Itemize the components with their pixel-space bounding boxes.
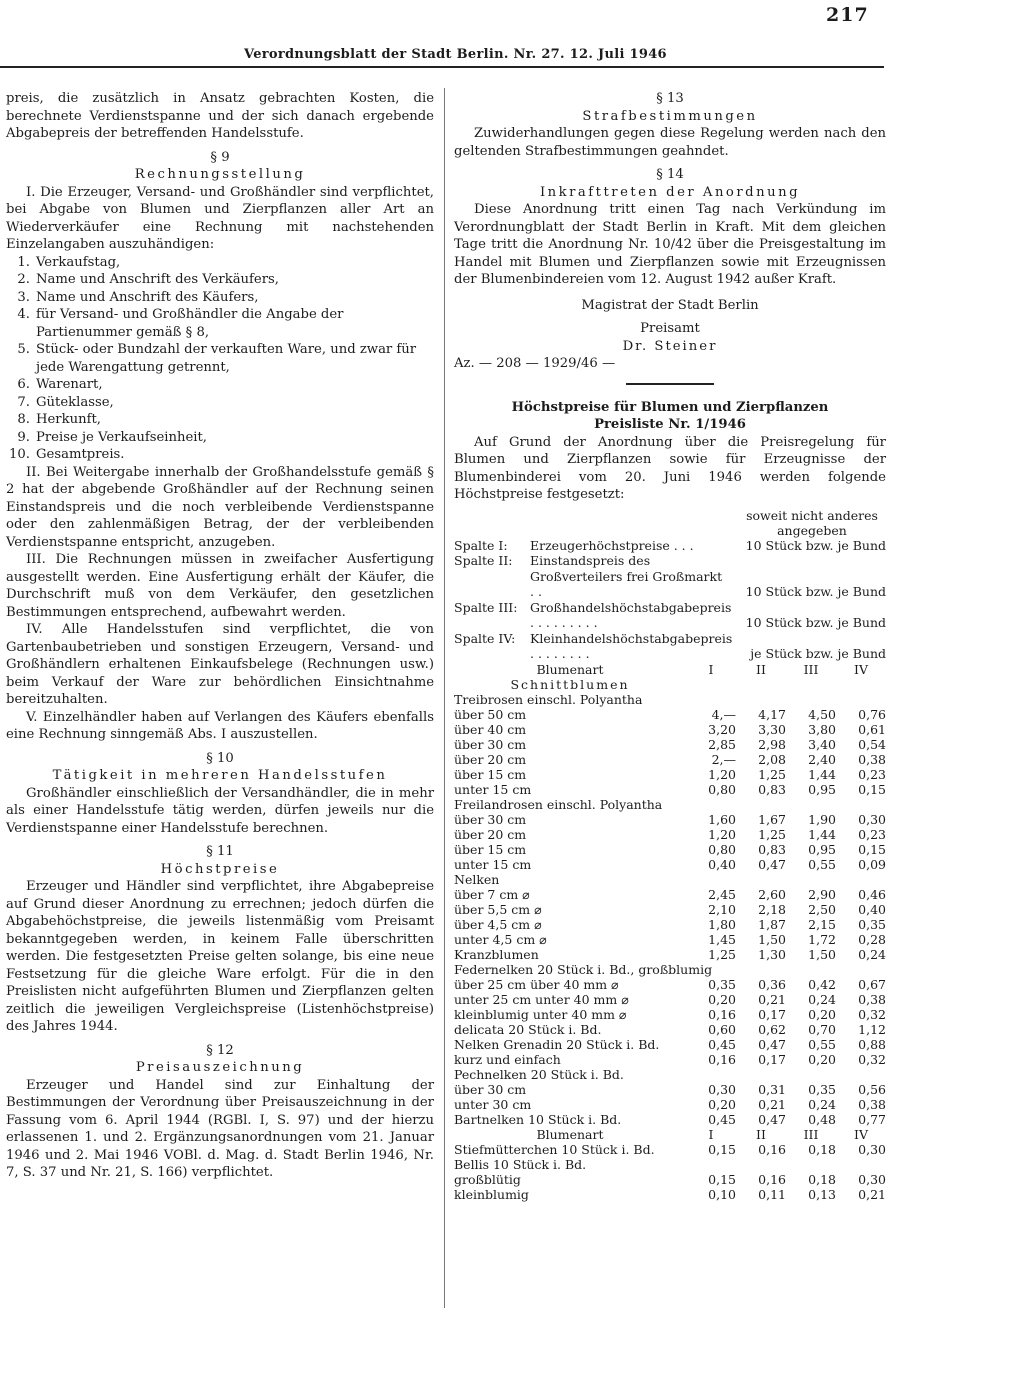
price-cell: 0,11 [758,1186,786,1202]
row-label: über 50 cm [454,706,527,722]
price-cell: 0,20 [708,991,736,1007]
spalte-label: Spalte II: [454,553,513,568]
price-list-title: Höchstpreise für Blumen und Zierpflanzen [511,399,829,415]
price-cell: 0,77 [858,1111,886,1127]
table-row [454,737,886,752]
spalte-label: Spalte IV: [454,630,516,646]
price-cell: 0,38 [858,751,886,767]
list-item: 7. Güteklasse, [17,394,114,410]
table-row [454,992,886,1007]
price-cell: 1,20 [708,766,736,782]
row-label: delicata 20 Stück i. Bd. [454,1021,602,1037]
price-cell: 0,21 [858,1186,886,1202]
category-row [454,1037,886,1052]
page-number: 217 [826,4,869,26]
column-divider [444,88,445,1308]
row-label: unter 15 cm [454,856,532,872]
price-cell: 0,47 [758,1036,786,1052]
row-label: über 30 cm [454,1081,527,1097]
list-item: 5. Stück- oder Bundzahl der verkauften Ware, und zwar für jede Warengattung getrennt, [17,342,417,375]
section-9-para-1: I. Die Erzeuger, Versand- und Großhändler sind verpflichtet, bei Abgabe von Blumen und Zierpflanzen aller Art an Wiederverkäufer eine Rechnung mit nachstehenden Einzelangaben auszuhändigen: [6,184,434,252]
price-cell: 0,32 [858,1051,886,1067]
price-cell: 0,17 [758,1051,786,1067]
price-cell: 0,95 [808,841,836,857]
price-cell: 0,13 [808,1186,836,1202]
section-13-title: Strafbestimmungen [582,108,758,124]
price-cell: 3,30 [758,721,786,737]
price-cell: 0,80 [708,841,736,857]
section-9-para-3: III. Die Rechnungen müssen in zweifacher Ausfertigung ausgestellt werden. Eine Ausfertigung erhält der Käufer, die Durchschrift muß von dem Verkäufer, den gesetzlichen Bestimmungen entsprechend, aufbewahrt werden. [6,552,434,620]
spalte-text: Großhandelshöchstabgabepreis . . . . . . . . . [530,599,732,630]
price-cell: 0,17 [758,1006,786,1022]
list-item: 2. Name und Anschrift des Verkäufers, [17,272,280,287]
price-cell: 0,61 [858,721,886,737]
price-cell: 0,15 [858,841,886,857]
price-cell: 1,60 [708,811,736,827]
price-cell: 4,50 [808,706,836,722]
price-cell: 0,30 [858,1171,886,1187]
price-cell: 0,60 [708,1021,736,1037]
row-label: unter 30 cm [454,1096,532,1112]
price-cell: 0,15 [858,781,886,797]
list-item: 9. Preise je Verkaufseinheit, [17,429,207,445]
row-label: über 20 cm [454,826,527,842]
price-cell: 0,24 [808,991,836,1007]
price-cell: 0,47 [758,1111,786,1127]
price-cell: 1,44 [808,766,836,782]
price-cell: 0,83 [758,781,786,797]
row-label: über 25 cm über 40 mm ⌀ [454,976,619,992]
price-cell: 0,62 [758,1021,786,1037]
table-row [454,767,886,782]
table-row [454,1172,886,1187]
section-9-para-5: V. Einzelhändler haben auf Verlangen des Käufers ebenfalls eine Rechnung sinngemäß Abs. I auszustellen. [6,709,434,742]
price-cell: 1,25 [758,826,786,842]
signature-dept: Preisamt [640,321,700,336]
category-title: Bartnelken 10 Stück i. Bd. [454,1111,622,1127]
column-header: IV [854,661,868,677]
price-cell: 0,20 [808,1051,836,1067]
price-cell: 0,35 [858,916,886,932]
spalte-unit: 10 Stück bzw. je Bund [745,584,886,599]
section-9-para-4: IV. Alle Handelsstufen sind verpflichtet, die von Gartenbaubetrieben und sonstigen Erzeugern, Versand- und Großhändlern erhaltenen Einkaufsbelege (Rechnungen usw.) beim Verkauf der Ware zur behördlichen Einsichtnahme bereitzuhalten. [6,622,434,707]
column-header-row [454,1127,886,1142]
price-cell: 1,25 [758,766,786,782]
table-row [454,1022,886,1037]
price-cell: 0,21 [758,1096,786,1112]
intro-paragraph: preis, die zusätzlich in Ansatz gebrachten Kosten, die berechnete Verdienstspanne und der sich danach ergebende Abgabepreis der betreffenden Handelsstufe. [6,91,434,141]
section-10-title: Tätigkeit in mehreren Handelsstufen [52,768,388,783]
price-cell: 0,38 [858,1096,886,1112]
price-cell: 0,18 [808,1141,836,1157]
category-row [454,962,886,977]
table-row [454,1097,886,1112]
row-label: über 15 cm [454,841,527,857]
column-header: II [756,661,766,677]
row-label: über 7 cm ⌀ [454,886,530,902]
category-title: Nelken [454,871,500,887]
price-cell: 2,50 [808,901,836,917]
table-row [454,857,886,872]
category-row [454,1157,886,1172]
price-cell: 0,35 [708,976,736,992]
price-cell: 2,08 [758,751,786,767]
price-cell: 0,67 [858,976,886,992]
spalten-legend [454,538,886,662]
spalte-label: Spalte III: [454,599,518,615]
price-cell: 2,98 [758,736,786,752]
spalte-unit: je Stück bzw. je Bund [750,646,886,661]
list-item: 6. Warenart, [17,377,103,392]
row-label: über 30 cm [454,736,527,752]
table-row [454,812,886,827]
category-title: Pechnelken 20 Stück i. Bd. [454,1066,624,1082]
signature-org: Magistrat der Stadt Berlin [581,297,759,313]
price-cell: 1,25 [708,946,736,962]
price-cell: 0,21 [758,991,786,1007]
separator-rule [626,383,714,385]
price-cell: 0,23 [858,826,886,842]
price-cell: 0,30 [708,1081,736,1097]
invoice-items-list [6,254,434,464]
price-cell: 0,20 [708,1096,736,1112]
table-row [454,752,886,767]
category-row [454,797,886,812]
row-label: Kranzblumen [454,946,539,962]
price-cell: 0,88 [858,1036,886,1052]
category-row [454,692,886,707]
price-cell: 0,42 [808,976,836,992]
column-header: I [708,661,714,677]
column-header: I [708,1126,714,1142]
group-title: Schnittblumen [510,676,630,692]
price-cell: 1,90 [808,811,836,827]
price-cell: 0,36 [758,976,786,992]
price-cell: 1,45 [708,931,736,947]
category-title: Freilandrosen einschl. Polyantha [454,796,663,812]
price-cell: 0,48 [808,1111,836,1127]
price-cell: 0,47 [758,856,786,872]
price-cell: 1,30 [758,946,786,962]
table-row [454,707,886,722]
price-cell: 1,80 [708,916,736,932]
price-list-subtitle: Preisliste Nr. 1/1946 [594,417,746,432]
group-row [454,677,886,692]
price-cell: 0,10 [708,1186,736,1202]
price-cell: 1,87 [758,916,786,932]
list-item: 3. Name und Anschrift des Käufers, [17,289,259,305]
price-cell: 0,30 [858,811,886,827]
category-row [454,1142,886,1157]
running-header: Verordnungsblatt der Stadt Berlin. Nr. 27. 12. Juli 1946 [244,47,667,62]
spalte-text: Erzeugerhöchstpreise . . . [530,537,694,553]
price-cell: 0,20 [808,1006,836,1022]
table-row [454,827,886,842]
row-label: über 5,5 cm ⌀ [454,901,542,917]
category-title: Treibrosen einschl. Polyantha [454,691,643,707]
row-label: kurz und einfach [454,1051,561,1067]
price-cell: 1,72 [808,931,836,947]
price-cell: 0,15 [708,1171,736,1187]
right-column [454,90,886,1202]
category-title: Nelken Grenadin 20 Stück i. Bd. [454,1036,660,1052]
row-label: kleinblumig unter 40 mm ⌀ [454,1006,627,1022]
section-12-number: § 12 [206,1042,234,1058]
price-cell: 0,24 [858,946,886,962]
price-cell: 4,17 [758,706,786,722]
section-14-title: Inkrafttreten der Anordnung [539,184,801,200]
category-title: Stiefmütterchen 10 Stück i. Bd. [454,1141,655,1157]
list-item: 10. Gesamtpreis. [9,447,125,462]
category-title: Bellis 10 Stück i. Bd. [454,1156,587,1172]
price-cell: 2,40 [808,751,836,767]
spalte-text: Kleinhandelshöchstabgabepreis . . . . . . . . [530,630,733,661]
price-cell: 0,70 [808,1021,836,1037]
price-cell: 2,— [711,751,736,767]
price-cell: 0,31 [758,1081,786,1097]
section-9-number: § 9 [210,149,230,165]
price-cell: 0,09 [858,856,886,872]
table-row [454,932,886,947]
section-10-para: Großhändler einschließlich der Versandhändler, die in mehr als einer Handelsstufe tätig werden, dürfen jeweils nur die Verdienstspanne einer Handelsstufe berechnen. [6,785,434,836]
spalte-text: Einstandspreis des Großverteilers frei Großmarkt . . [530,553,723,599]
price-cell: 0,16 [758,1141,786,1157]
price-cell: 1,50 [808,946,836,962]
price-cell: 0,16 [708,1051,736,1067]
row-label: über 20 cm [454,751,527,767]
price-cell: 2,90 [808,886,836,902]
section-9-title: Rechnungsstellung [134,167,306,182]
price-cell: 0,16 [758,1171,786,1187]
price-cell: 3,40 [808,736,836,752]
price-cell: 0,46 [858,886,886,902]
price-cell: 0,55 [808,1036,836,1052]
price-cell: 1,20 [708,826,736,842]
category-row [454,1067,886,1082]
list-item: 4. für Versand- und Großhändler die Angabe der Partienummer gemäß § 8, [17,307,344,340]
price-cell: 0,40 [858,901,886,917]
list-item: 1. Verkaufstag, [17,254,121,270]
price-cell: 0,28 [858,931,886,947]
table-row [454,1052,886,1067]
section-13-para: Zuwiderhandlungen gegen diese Regelung werden nach den geltenden Strafbestimmungen geahndet. [454,126,886,159]
table-row [454,947,886,962]
row-label: über 4,5 cm ⌀ [454,916,542,932]
price-cell: 2,60 [758,886,786,902]
table-row [454,902,886,917]
row-label: unter 25 cm unter 40 mm ⌀ [454,991,629,1007]
section-13-number: § 13 [656,91,684,106]
price-cell: 0,32 [858,1006,886,1022]
reference-number: Az. — 208 — 1929/46 — [454,356,616,371]
price-cell: 0,80 [708,781,736,797]
header-rule [0,66,884,68]
section-14-para: Diese Anordnung tritt einen Tag nach Verkündung im Verordnungblatt der Stadt Berlin in Kraft. Mit dem gleichen Tage tritt die Anordnung Nr. 10/42 über die Preisgestaltung im Handel mit Blumen und Zierpflanzen sowie mit Erzeugnissen der Blumenbindereien vom 12. August 1942 außer Kraft. [454,202,886,287]
section-11-para: Erzeuger und Händler sind verpflichtet, ihre Abgabepreise auf Grund dieser Anordnung zu errechnen; jedoch dürfen die Abgabehöchstpreise, die jeweils listenmäßig vom Preisamt bekanntgegeben werden, in keinem Falle überschritten werden. Die festgesetzten Preise gelten solange, bis eine neue Festsetzung für die gleiche Ware erfolgt. Für die in den Preislisten nicht aufgeführten Blumen und Zierpflanzen gelten zeitlich die jeweiligen Vergleichspreise (Listenhöchstpreise) des Jahres 1944. [6,879,434,1034]
price-cell: 1,67 [758,811,786,827]
spalte-label: Spalte I: [454,537,508,553]
row-label: unter 15 cm [454,781,532,797]
spalte-unit: 10 Stück bzw. je Bund [745,615,886,630]
section-12-title: Preisauszeichnung [135,1060,305,1075]
section-9-para-2: II. Bei Weitergabe innerhalb der Großhandelsstufe gemäß § 2 hat der abgebende Großhändler auf der Rechnung seinen Einstandspreis und die noch verbleibende Verdienstspanne oder den zahlenmäßigen Betrag, der der verbleibenden Verdienstspanne entspricht, anzugeben. [6,464,434,550]
table-row [454,842,886,857]
price-cell: 0,38 [858,991,886,1007]
row-label: über 40 cm [454,721,527,737]
table-row [454,1007,886,1022]
price-cell: 0,56 [858,1081,886,1097]
unit-note: soweit nicht anderes angegeben [746,507,878,538]
price-cell: 2,15 [808,916,836,932]
column-header: III [803,661,819,677]
price-cell: 2,10 [708,901,736,917]
price-cell: 0,35 [808,1081,836,1097]
section-11-title: Höchstpreise [160,861,280,877]
price-cell: 0,18 [808,1171,836,1187]
price-cell: 2,85 [708,736,736,752]
column-header: IV [854,1126,868,1142]
column-header-name: Blumenart [536,661,604,677]
price-list-intro: Auf Grund der Anordnung über die Preisregelung für Blumen und Zierpflanzen sowie für Erzeugnisse der Blumenbinderei vom 20. Juni 1946 werden folgende Höchstpreise festgesetzt: [454,434,886,502]
price-cell: 1,12 [858,1021,886,1037]
section-14-number: § 14 [656,167,684,182]
price-cell: 0,83 [758,841,786,857]
table-row [454,1187,886,1202]
signature-name: Dr. Steiner [622,338,718,354]
column-header: III [803,1126,819,1142]
category-row [454,1112,886,1127]
column-header-row [454,662,886,677]
price-cell: 3,20 [708,721,736,737]
price-cell: 0,23 [858,766,886,782]
spalte-unit: 10 Stück bzw. je Bund [745,537,886,553]
list-item: 8. Herkunft, [17,412,101,427]
row-label: unter 4,5 cm ⌀ [454,931,547,947]
price-cell: 0,55 [808,856,836,872]
price-table [454,662,886,1202]
table-row [454,917,886,932]
section-11-number: § 11 [206,844,234,859]
price-cell: 0,45 [708,1036,736,1052]
price-cell: 0,40 [708,856,736,872]
table-row [454,782,886,797]
price-cell: 3,80 [808,721,836,737]
price-cell: 2,45 [708,886,736,902]
section-10-number: § 10 [206,750,234,766]
price-cell: 0,54 [858,736,886,752]
price-cell: 1,50 [758,931,786,947]
row-label: über 30 cm [454,811,527,827]
price-cell: 0,76 [858,706,886,722]
table-row [454,887,886,902]
price-cell: 0,15 [708,1141,736,1157]
left-column [6,90,434,1182]
price-cell: 0,24 [808,1096,836,1112]
category-title: Federnelken 20 Stück i. Bd., großblumig [454,961,713,977]
price-cell: 0,30 [858,1141,886,1157]
section-12-para: Erzeuger und Handel sind zur Einhaltung der Bestimmungen der Verordnung über Preisauszeichnung in der Fassung vom 6. April 1944 (RGBl. I, S. 97) und der hierzu erlassenen 1. und 2. Ergänzungsanordnungen vom 21. Januar 1946 und 2. Mai 1946 VOBl. d. Mag. d. Stadt Berlin 1946, Nr. 7, S. 37 und Nr. 21, S. 166) verpflichtet. [6,1077,434,1180]
row-label: kleinblumig [454,1186,529,1202]
table-row [454,977,886,992]
price-cell: 0,45 [708,1111,736,1127]
column-header: II [756,1126,766,1142]
table-row [454,1082,886,1097]
column-header-name: Blumenart [536,1126,604,1142]
price-cell: 0,95 [808,781,836,797]
price-cell: 0,16 [708,1006,736,1022]
price-cell: 1,44 [808,826,836,842]
table-row [454,722,886,737]
row-label: großblütig [454,1171,521,1187]
price-cell: 4,— [711,706,736,722]
price-cell: 2,18 [758,901,786,917]
category-row [454,872,886,887]
row-label: über 15 cm [454,766,527,782]
